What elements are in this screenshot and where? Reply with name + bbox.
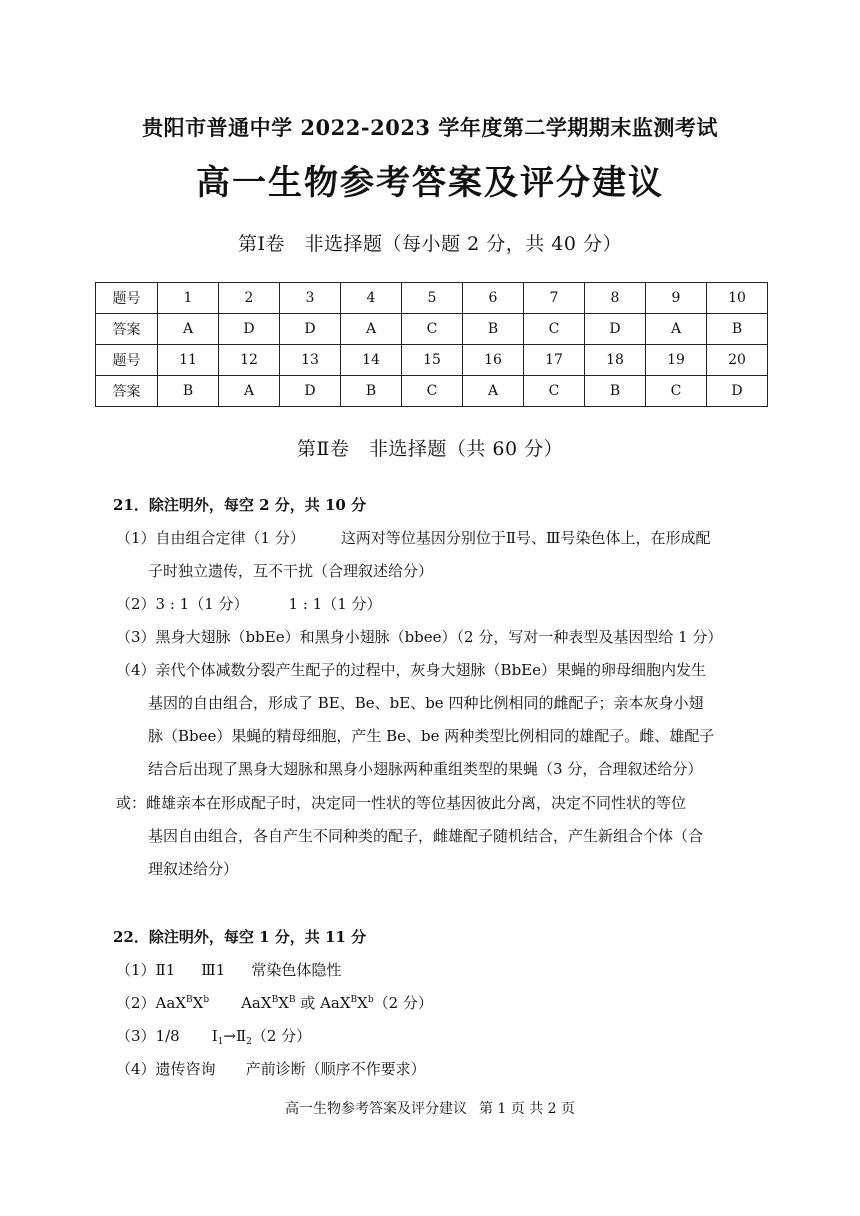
q22-answer-4-v1: 遗传咨询 (155, 1060, 216, 1078)
q21-answer-4-line4: 结合后出现了黑身大翅脉和黑身小翅脉两种重组类型的果蝇（3 分，合理叙述给分） (148, 760, 703, 778)
question-number: 12 (219, 345, 280, 376)
q21-answer-2 (116, 593, 382, 614)
q22-answer-3-label: （3） (116, 1027, 156, 1045)
question-number: 18 (585, 345, 646, 376)
answer-cell: A (158, 314, 219, 345)
question-number: 9 (646, 283, 707, 314)
q22-heading: 22．除注明外，每空 1 分，共 11 分 (113, 928, 367, 946)
table-row (96, 345, 768, 376)
arrow-icon: → (223, 1027, 236, 1045)
answer-cell: A (341, 314, 402, 345)
genotype-2: $AaX^BX^B$ (241, 994, 296, 1012)
answer-cell: D (707, 376, 768, 407)
q21-answer-1 (116, 527, 711, 548)
question-number: 5 (402, 283, 463, 314)
question-number: 13 (280, 345, 341, 376)
q21-heading: 21．除注明外，每空 2 分，共 10 分 (113, 496, 367, 514)
question-number: 8 (585, 283, 646, 314)
answer-cell: B (158, 376, 219, 407)
answer-cell: C (402, 314, 463, 345)
answer-cell: C (524, 376, 585, 407)
table-row (96, 314, 768, 345)
q22-answer-4 (116, 1058, 426, 1079)
q22-answer-1-label: （1） (116, 961, 156, 979)
q22-answer-3-score: （2 分） (251, 1027, 312, 1045)
q21-alt-line3: 理叙述给分） (148, 860, 239, 878)
question-number: 7 (524, 283, 585, 314)
genotype-1: $AaX^BX^b$ (155, 994, 210, 1012)
question-number: 6 (463, 283, 524, 314)
question-number: 1 (158, 283, 219, 314)
footer-doc-title: 高一生物参考答案及评分建议 (284, 1101, 467, 1117)
question-number: 11 (158, 345, 219, 376)
q22-answer-4-label: （4） (116, 1060, 156, 1078)
answer-cell: A (219, 376, 280, 407)
question-number: 19 (646, 345, 707, 376)
q21-answer-2-ratio1: （2）3 : 1（1 分） (116, 595, 249, 613)
q22-answer-1 (116, 959, 341, 980)
table-row (96, 283, 768, 314)
q21-answer-4-line3: 脉（Bbee）果蝇的精母细胞，产生 Be、be 两种类型比例相同的雄配子。雌、雄配子 (148, 727, 715, 745)
question-number: 20 (707, 345, 768, 376)
answer-cell: D (280, 314, 341, 345)
answer-cell: B (341, 376, 402, 407)
answer-cell: C (402, 376, 463, 407)
exam-title: 贵阳市普通中学 2022-2023 学年度第二学期期末监测考试 (142, 115, 718, 140)
question-number: 2 (219, 283, 280, 314)
part1-title: 第Ⅰ卷 非选择题（每小题 2 分，共 40 分） (238, 233, 622, 255)
row-label: 答案 (96, 314, 158, 345)
document-title: 高一生物参考答案及评分建议 (196, 163, 664, 203)
q21-answer-2-ratio2: 1 : 1（1 分） (288, 595, 382, 613)
footer-page-number: 第 1 页 共 2 页 (478, 1101, 576, 1117)
answer-cell: D (219, 314, 280, 345)
question-number: 10 (707, 283, 768, 314)
question-number: 3 (280, 283, 341, 314)
answer-cell: D (585, 314, 646, 345)
q22-answer-3 (116, 1025, 311, 1047)
q22-answer-2-label: （2） (116, 994, 156, 1012)
question-number: 14 (341, 345, 402, 376)
answer-cell: B (707, 314, 768, 345)
table-row (96, 376, 768, 407)
q22-answer-2 (116, 992, 433, 1013)
question-number: 15 (402, 345, 463, 376)
part2-title: 第Ⅱ卷 非选择题（共 60 分） (296, 438, 564, 460)
genotype-3: $AaX^BX^b$ (320, 994, 374, 1012)
question-number: 17 (524, 345, 585, 376)
answer-cell: C (524, 314, 585, 345)
q21-answer-1-reason: 这两对等位基因分别位于Ⅱ号、Ⅲ号染色体上，在形成配 (340, 529, 711, 547)
answer-cell: D (280, 376, 341, 407)
q22-answer-1-v2: Ⅲ1 (201, 961, 226, 979)
transmission-path: $Ⅰ_1\to Ⅱ_2$ (211, 1027, 252, 1047)
answer-table (95, 282, 768, 407)
q21-answer-1-law: （1）自由组合定律（1 分） (116, 529, 305, 547)
q21-alt-line2: 基因自由组合，各自产生不同种类的配子，雌雄配子随机结合，产生新组合个体（合 (148, 827, 704, 845)
q21-answer-4-line1: （4）亲代个体减数分裂产生配子的过程中，灰身大翅脉（BbEe）果蝇的卵母细胞内发生 (116, 661, 706, 679)
probability-value: 1/8 (155, 1027, 180, 1045)
q22-answer-1-v1: Ⅱ1 (155, 961, 176, 979)
row-label: 题号 (96, 283, 158, 314)
question-number: 16 (463, 345, 524, 376)
row-label: 答案 (96, 376, 158, 407)
page-footer (0, 1098, 860, 1118)
answer-cell: A (463, 376, 524, 407)
q21-answer-1-cont: 子时独立遗传，互不干扰（合理叙述给分） (148, 562, 434, 580)
q22-answer-1-v3: 常染色体隐性 (251, 961, 342, 979)
q22-answer-4-v2: 产前诊断（顺序不作要求） (245, 1060, 426, 1078)
q21-alt-line1: 或：雌雄亲本在形成配子时，决定同一性状的等位基因彼此分离，决定不同性状的等位 (116, 794, 687, 812)
question-number: 4 (341, 283, 402, 314)
or-word: 或 (300, 994, 316, 1012)
q21-answer-3: （3）黑身大翅脉（bbEe）和黑身小翅脉（bbee）（2 分，写对一种表型及基因型给 1 分） (116, 628, 723, 646)
answer-cell: B (585, 376, 646, 407)
q22-answer-2-score: （2 分） (373, 994, 433, 1012)
answer-cell: C (646, 376, 707, 407)
q21-answer-4-line2: 基因的自由组合，形成了 BE、Be、bE、be 四种比例相同的雌配子；亲本灰身小翅 (148, 694, 704, 712)
answer-cell: A (646, 314, 707, 345)
row-label: 题号 (96, 345, 158, 376)
answer-cell: B (463, 314, 524, 345)
